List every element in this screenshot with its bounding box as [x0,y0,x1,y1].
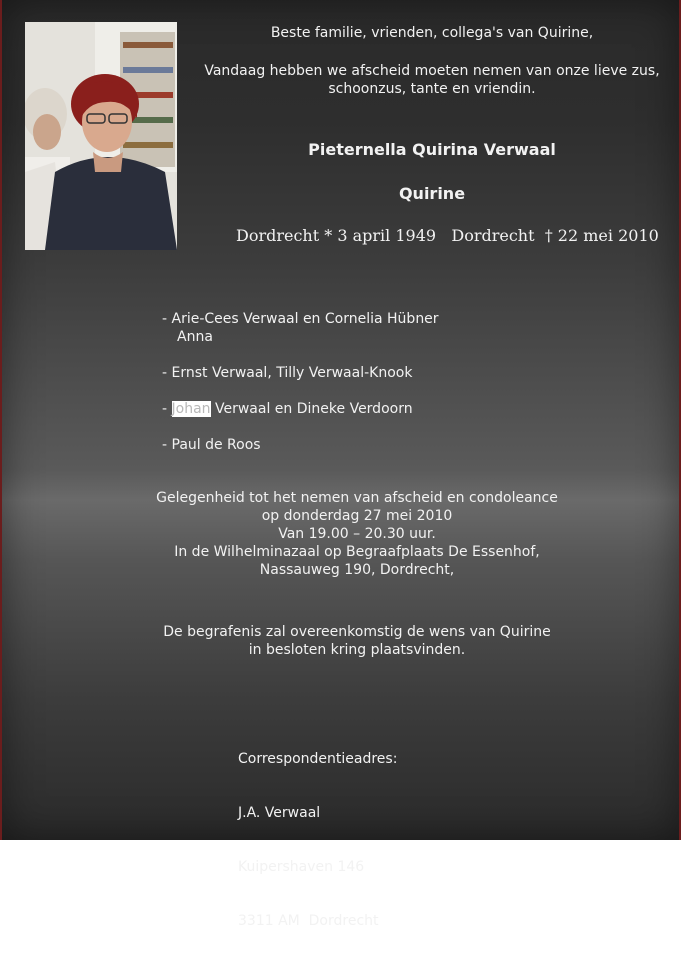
address-street: Kuipershaven 146 [238,859,365,875]
gathering-line2: op donderdag 27 mei 2010 [261,508,453,524]
intro-text [182,22,681,98]
funeral-line2: in besloten kring plaatsvinden. [248,642,466,658]
address-name: J.A. Verwaal [238,805,321,821]
intro-message-line2: schoonzus, tante en vriendin. [328,81,536,97]
address-label: Correspondentieadres: [238,751,398,767]
highlighted-text[interactable]: Johan [171,401,211,417]
family-item-3-prefix: - [162,401,168,417]
family-item-1-sub: Anna [177,329,213,345]
gathering-line1: Gelegenheid tot het nemen van afscheid en condoleance [156,490,558,506]
intro-greeting: Beste familie, vrienden, collega's van Quirine, [270,25,594,41]
list-item: - Ernst Verwaal, Tilly Verwaal-Knook [162,365,413,381]
deceased-roepnaam: Quirine [398,184,466,203]
intro-message-line1: Vandaag hebben we afscheid moeten nemen van onze lieve zus, [204,63,660,79]
birth-date: 3 april 1949 [337,226,437,245]
deceased-full-name: Pieternella Quirina Verwaal [308,140,556,159]
address-city: 3311 AM Dordrecht [238,913,379,929]
family-item-1: - Arie-Cees Verwaal en Cornelia Hübner [162,311,439,327]
family-list [162,310,439,472]
portrait-photo [25,22,177,250]
list-item [162,310,439,346]
funeral-info [102,623,612,659]
gathering-line4: In de Wilhelminazaal op Begraafplaats De Essenhof, [174,544,540,560]
list-item [162,400,439,418]
death-date: 22 mei 2010 [557,226,659,245]
list-item: - Paul de Roos [162,437,261,453]
gathering-line5: Nassauweg 190, Dordrecht, [259,562,455,578]
family-item-3-rest: Verwaal en Dineke Verdoorn [215,401,413,417]
death-place: Dordrecht [451,226,535,245]
condolence-info [102,489,612,579]
funeral-line1: De begrafenis zal overeenkomstig de wens van Quirine [163,624,551,640]
death-symbol: † [544,226,553,245]
gathering-line3: Van 19.00 – 20.30 uur. [278,526,436,542]
birth-symbol: * [324,226,333,245]
life-dates [236,226,659,245]
correspondence-address [238,714,397,966]
birth-place: Dordrecht [236,226,320,245]
